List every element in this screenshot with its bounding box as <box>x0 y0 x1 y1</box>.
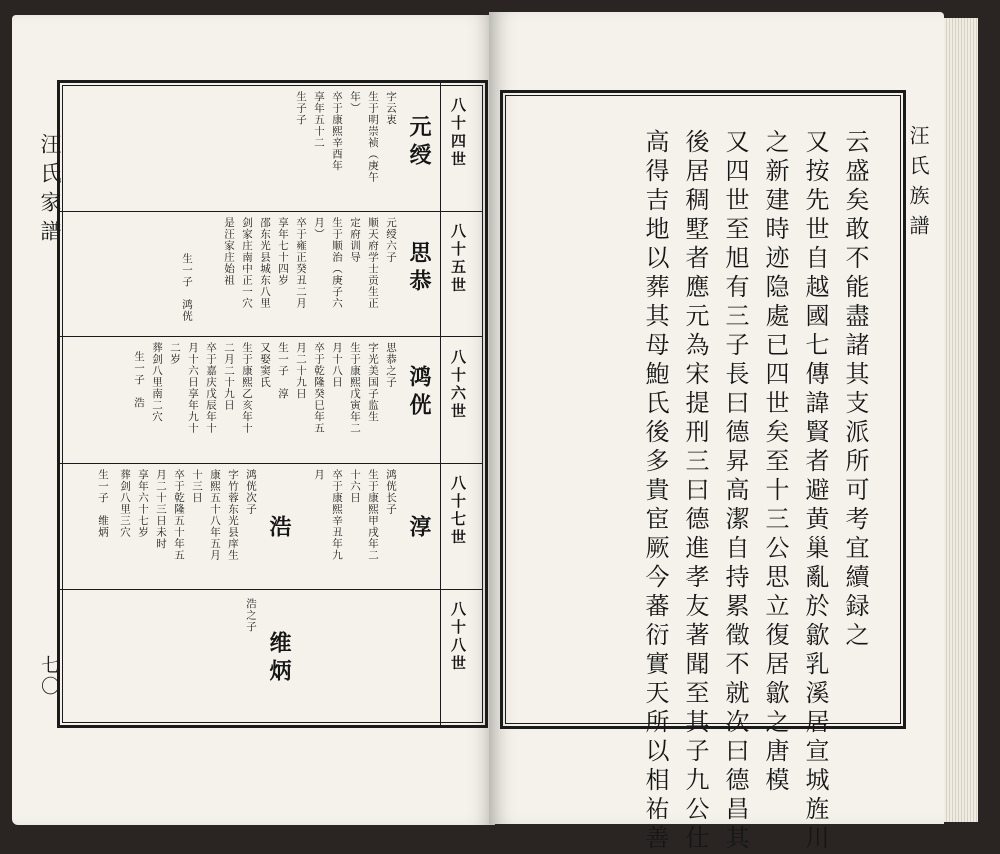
person-note: 十六日 <box>349 469 361 504</box>
person-note: 生一子 淳 <box>277 342 289 400</box>
person-note: 浩之子 <box>245 598 257 633</box>
text-column: 之新建時迹隐處已四世矣至十三公思立復居歙之唐模 <box>761 129 789 796</box>
person-note: 生于康熙乙亥年十 <box>241 342 253 434</box>
person-note: 葬剑八里南二穴 <box>151 342 163 423</box>
person-note: 邵东光县城东八里 <box>259 217 271 309</box>
person-note: 定府训导 <box>349 217 361 263</box>
genealogy-table <box>57 80 488 728</box>
person-note: 享年六十七岁 <box>137 469 149 538</box>
person-note: 生于康熙戊寅年二 <box>349 342 361 434</box>
person-note: 生于顺治（庚子六 <box>331 217 343 309</box>
person-note: 月） <box>313 217 325 240</box>
person-name: 鸿侊 <box>406 365 432 421</box>
person-note: 剑家庄南中正一穴 <box>241 217 253 309</box>
right-page-title: 汪氏族譜 <box>906 125 930 245</box>
left-page-title: 汪氏家譜 <box>38 133 62 249</box>
person-note: 生于康熙甲戌年二 <box>367 469 379 561</box>
person-note: 享年五十二 <box>313 91 325 149</box>
person-name: 浩 <box>266 515 292 543</box>
person-note: 生一子 鸿侊 <box>181 253 193 322</box>
text-column: 高得吉地以葬其母鮑氏後多貴宦厥今蕃衍實天所以相祐善 <box>641 129 669 854</box>
person-note: 卒于乾隆五十年五 <box>173 469 185 561</box>
right-page <box>489 12 944 854</box>
left-page <box>12 15 495 825</box>
person-name: 思恭 <box>406 241 432 297</box>
person-note: 卒于嘉庆戊辰年十 <box>205 342 217 434</box>
person-note: 字竹蓉东光县庠生 <box>227 469 239 561</box>
text-column: 又按先世自越國七傳諱賢者避黄巢亂於歙乳溪居宣城旌川 <box>801 129 829 854</box>
text-column: 後居稠墅者應元為宋提刑三曰德進孝友著聞至其子九公仕 <box>681 129 709 854</box>
person-note: 十三日 <box>191 469 203 504</box>
person-note: 卒于康熙辛丑年九 <box>331 469 343 561</box>
person-note: 生一子 维炳 <box>97 469 109 538</box>
person-note: 鸿侊次子 <box>245 469 257 515</box>
text-column: 又四世至旭有三子長曰德昇高潔自持累徵不就次曰德昌其 <box>721 129 749 854</box>
person-name: 淳 <box>406 515 432 543</box>
person-note: 是汪家庄始祖 <box>223 217 235 286</box>
person-note: 卒于乾隆癸巳年五 <box>313 342 325 434</box>
person-note: 月二十三日未时 <box>155 469 167 550</box>
generation-label: 八十七世 <box>449 475 467 547</box>
person-note: 生于明崇祯（庚午 <box>367 91 379 183</box>
person-note: 字光美国子监生 <box>367 342 379 423</box>
person-note: 享年七十四岁 <box>277 217 289 286</box>
person-note: 月 <box>313 469 325 481</box>
person-note: 鸿侊长子 <box>385 469 397 515</box>
person-note: 卒于雍正癸丑二月 <box>295 217 307 309</box>
person-note: 月二十九日 <box>295 342 307 400</box>
person-note: 元绶六子 <box>385 217 397 263</box>
person-note: 生子子 <box>295 91 307 126</box>
text-frame <box>500 90 906 854</box>
person-note: 月十六日享年九十 <box>187 342 199 434</box>
person-note: 二月二十九日 <box>223 342 235 411</box>
person-note: 字云衷 <box>385 91 397 126</box>
person-note: 年） <box>349 91 361 114</box>
generation-label: 八十五世 <box>449 223 467 295</box>
person-note: 顺天府学士贡生正 <box>367 217 379 309</box>
person-note: 二岁 <box>169 342 181 365</box>
person-note: 月十八日 <box>331 342 343 388</box>
generation-label: 八十八世 <box>449 601 467 673</box>
generation-label: 八十六世 <box>449 349 467 421</box>
person-note: 康熙五十八年五月 <box>209 469 221 561</box>
page-edges <box>944 18 978 822</box>
person-note: 思恭之子 <box>385 342 397 388</box>
person-note: 又娶窦氏 <box>259 342 271 388</box>
page-number: 七〇 <box>38 655 60 697</box>
text-column: 云盛矣敢不能盡諸其支派所可考宜續録之 <box>841 129 869 651</box>
person-name: 元绶 <box>406 115 432 171</box>
person-note: 葬剑八里三穴 <box>119 469 131 538</box>
person-note: 卒于康熙辛酉年 <box>331 91 343 172</box>
person-name: 维炳 <box>266 631 292 687</box>
person-note: 生一子 浩 <box>133 351 145 409</box>
generation-label: 八十四世 <box>449 97 467 169</box>
